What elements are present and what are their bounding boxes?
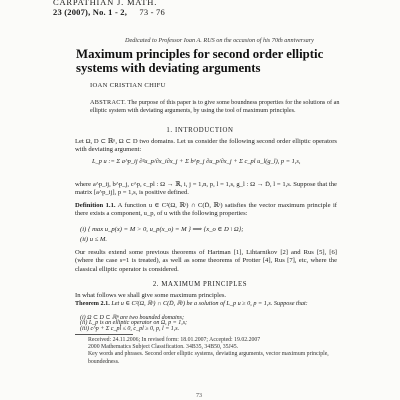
author-name: IOAN CRISTIAN CHIFU <box>90 82 166 89</box>
definition-paragraph <box>75 202 337 219</box>
abstract-text: The purpose of this paper is to give some boundness properties for the solutions of an elliptic system with deviating arguments, by using the tool of maximum principles. <box>90 99 340 114</box>
journal-header <box>53 0 165 17</box>
section2-intro: In what follows we shall give some maximum principles. <box>75 292 227 299</box>
section-heading-maximum-principles: 2. MAXIMUM PRINCIPLES <box>152 281 248 288</box>
journal-pages: 73 - 76 <box>139 7 165 17</box>
theorem-condition-i: (i) Ω ⊂ D ⊂ ℝⁿ are two bounded domains; <box>80 315 184 321</box>
intro-paragraph: Let Ω, D ⊂ ℝⁿ, Ω ⊂ D two domains. Let us consider the following second order elliptic operators with deviating argument: <box>75 138 337 154</box>
theorem-label: Theorem 2.1. <box>75 300 110 307</box>
extend-paragraph: Our results extend some previous theorems of Hartman [1], Lihtarnikov [2] and Rus [5], [6] (where the case s=1 is treated), as well as some theorems of Protter [4], Rus [7], etc, where the classical elliptic operator is considered. <box>75 249 337 273</box>
received-dates: Received: 24.11.2006; In revised form: 18.01.2007; Accepted: 19.02.2007 <box>88 337 261 343</box>
journal-volume-line <box>53 7 165 17</box>
operator-equation: L_p u := Σ a^p_ij ∂²u_p/∂x_i∂x_j + Σ b^p_j ∂u_p/∂x_j + Σ c_pl u_l(g_l), p = 1,s, <box>92 158 301 165</box>
section-heading-introduction: 1. INTRODUCTION <box>166 127 234 134</box>
dedication: Dedicated to Professor Ioan A. RUS on the occasion of his 70th anniversary <box>125 37 314 44</box>
theorem-condition-iii: (iii) c^p + Σ c_pl ≤ 0, c_pl ≥ 0, p, l = 1,s. <box>80 326 180 332</box>
page-number: 73 <box>196 393 202 399</box>
paper-title: Maximum principles for second order elliptic systems with deviating arguments <box>76 47 324 75</box>
footnote <box>88 337 348 366</box>
theorem-paragraph <box>75 300 337 307</box>
theorem-text: Let u ∈ C²(Ω, ℝˢ) ∩ C(D̄, ℝˢ) be a solution of L_p u ≥ 0, p = 1,s. Suppose that: <box>111 300 308 307</box>
abstract <box>90 99 352 115</box>
footnote-rule <box>75 334 133 335</box>
definition-condition-i: (i) { max u_p(x) = M > 0, u_p(x_o) = M } ⟹ {x_o ∈ D \ Ω}; <box>80 226 244 233</box>
definition-label: Definition 1.1. <box>75 202 116 209</box>
journal-volume: 23 (2007), No. 1 - 2, <box>53 7 128 17</box>
keywords: Key words and phrases. Second order elliptic systems, deviating arguments, vector maximum principle, boundedness. <box>88 351 329 365</box>
msc-classification: 2000 Mathematics Subject Classification. 34B35, 34B50, 35J45. <box>88 344 239 351</box>
theorem-condition-ii: (ii) L_p is an elliptic operator on Ω, p = 1,s; <box>80 320 188 326</box>
abstract-label: ABSTRACT. <box>90 99 127 106</box>
definition-text: A function u ∈ C²(Ω, ℝˢ) ∩ C(D̄, ℝˢ) satisfies the vector maximum principle if there exists a component, u_p, of u with the following properties: <box>75 202 337 218</box>
journal-name: CARPATHIAN J. MATH. <box>53 0 158 7</box>
where-paragraph: where a^p_ij, b^p_j, c^p, c_pl : Ω → ℝ, i, j = 1,n, p, l = 1,s, g_l : Ω → D̄, l = 1,s. Suppose that the matrix [a^p_ij], p = 1,s, is positive defined. <box>75 181 337 197</box>
definition-condition-ii: (ii) u ≤ M. <box>80 236 108 243</box>
